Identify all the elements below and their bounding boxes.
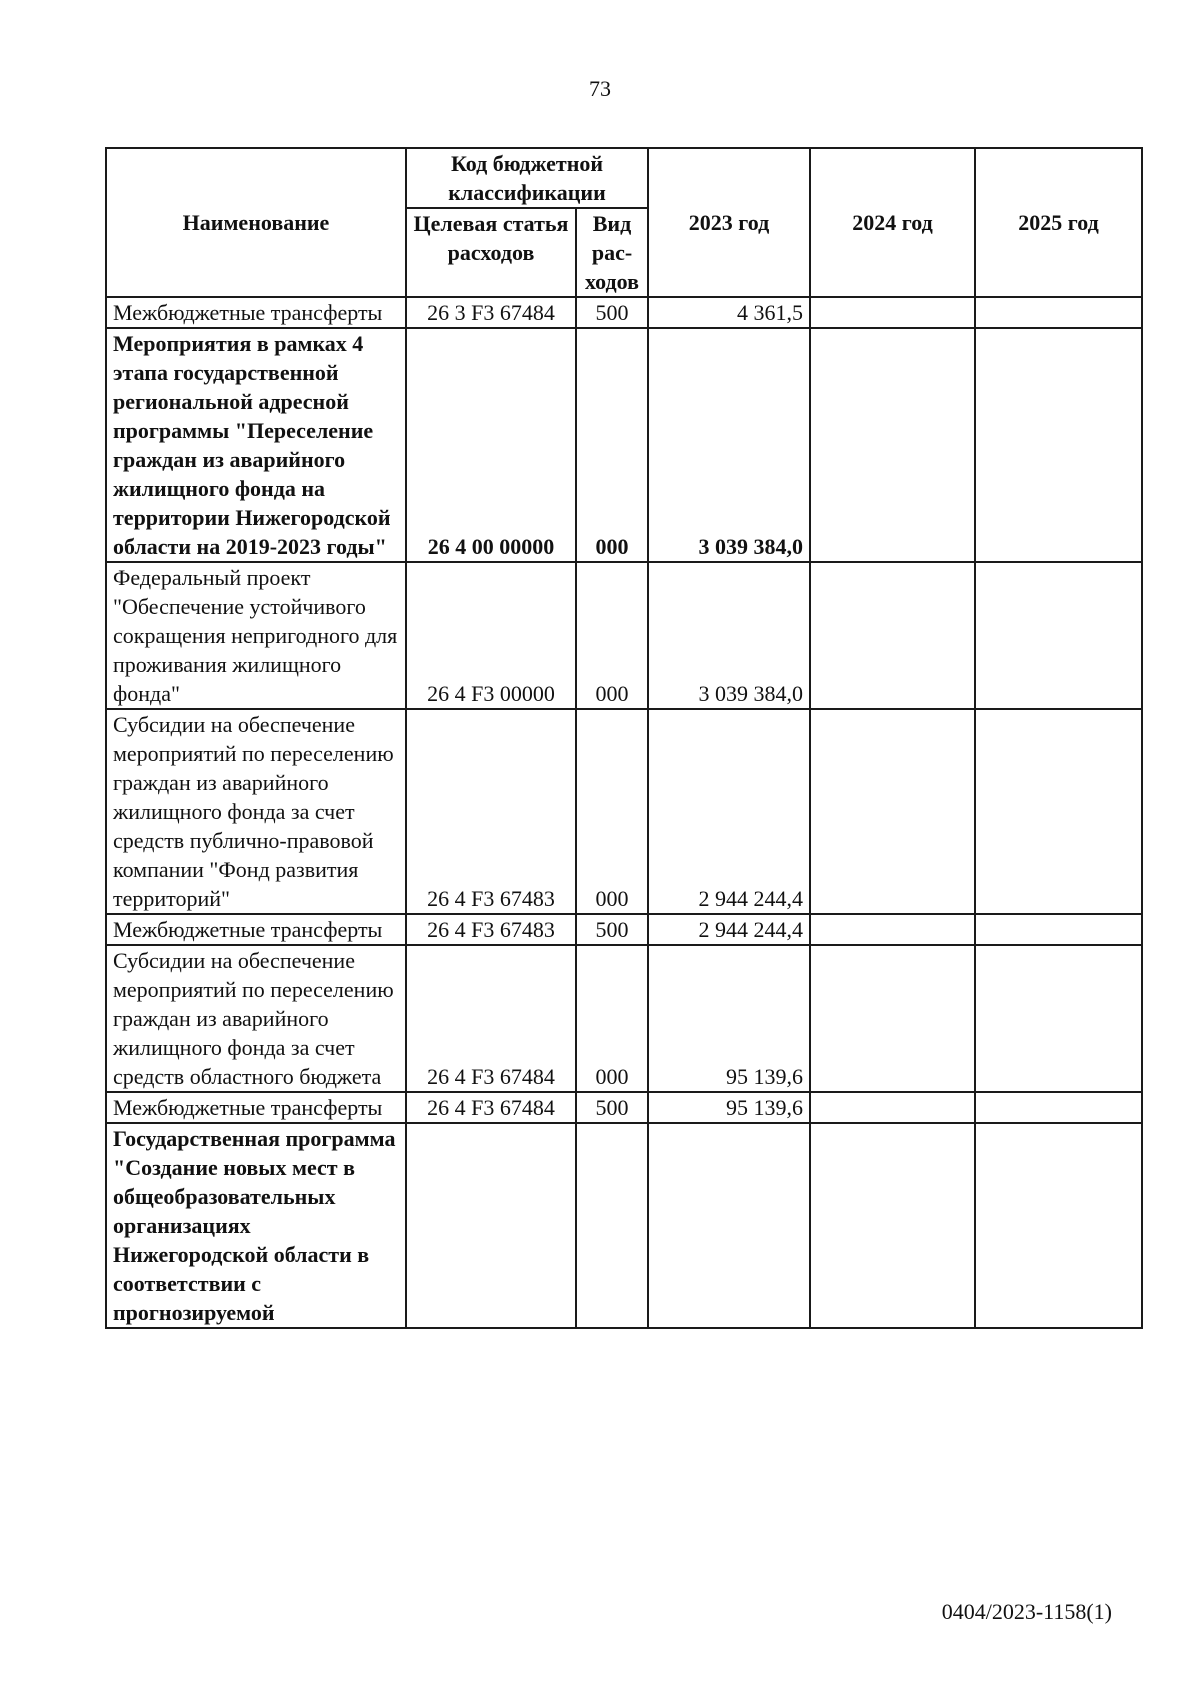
- row-expense-type: 000: [576, 945, 648, 1092]
- row-amount-2024: [810, 328, 975, 562]
- row-expense-type: 000: [576, 328, 648, 562]
- row-amount-2023: 2 944 244,4: [648, 709, 810, 914]
- header-expense-type: Вид рас-ходов: [576, 208, 648, 297]
- row-amount-2025: [975, 1092, 1142, 1123]
- table-header: [106, 148, 1142, 297]
- table-row: [106, 1092, 1142, 1123]
- row-target-code: 26 4 F3 00000: [406, 562, 576, 709]
- header-year-2023: 2023 год: [648, 148, 810, 297]
- row-name: Мероприятия в рамках 4 этапа государственной региональной адресной программы "Переселение граждан из аварийного жилищного фонда на территории Нижегородской области на 2019-2023 годы": [106, 328, 406, 562]
- header-target-item: Целевая статья расходов: [406, 208, 576, 297]
- header-name: Наименование: [106, 148, 406, 297]
- row-amount-2024: [810, 1123, 975, 1328]
- row-expense-type: [576, 1123, 648, 1328]
- row-amount-2025: [975, 562, 1142, 709]
- row-amount-2023: 3 039 384,0: [648, 328, 810, 562]
- row-expense-type: 000: [576, 709, 648, 914]
- header-year-2024: 2024 год: [810, 148, 975, 297]
- row-target-code: 26 3 F3 67484: [406, 297, 576, 328]
- row-target-code: 26 4 F3 67483: [406, 914, 576, 945]
- table-body: [106, 297, 1142, 1328]
- row-amount-2024: [810, 562, 975, 709]
- row-amount-2024: [810, 297, 975, 328]
- row-name: Субсидии на обеспечение мероприятий по переселению граждан из аварийного жилищного фонда за счет средств публично-правовой компании "Фонд развития территорий": [106, 709, 406, 914]
- budget-table: [105, 147, 1143, 1329]
- header-budget-code: Код бюджетной классификации: [406, 148, 648, 208]
- row-amount-2023: 4 361,5: [648, 297, 810, 328]
- row-target-code: 26 4 00 00000: [406, 328, 576, 562]
- row-name: Межбюджетные трансферты: [106, 914, 406, 945]
- row-expense-type: 500: [576, 914, 648, 945]
- row-amount-2025: [975, 945, 1142, 1092]
- header-year-2025: 2025 год: [975, 148, 1142, 297]
- row-name: Федеральный проект "Обеспечение устойчивого сокращения непригодного для проживания жилищного фонда": [106, 562, 406, 709]
- row-amount-2023: 95 139,6: [648, 1092, 810, 1123]
- table-row: [106, 709, 1142, 914]
- row-amount-2025: [975, 297, 1142, 328]
- row-name: Межбюджетные трансферты: [106, 1092, 406, 1123]
- row-amount-2023: 2 944 244,4: [648, 914, 810, 945]
- row-amount-2024: [810, 945, 975, 1092]
- row-amount-2025: [975, 1123, 1142, 1328]
- row-expense-type: 500: [576, 297, 648, 328]
- row-target-code: 26 4 F3 67484: [406, 1092, 576, 1123]
- row-name: Субсидии на обеспечение мероприятий по переселению граждан из аварийного жилищного фонда за счет средств областного бюджета: [106, 945, 406, 1092]
- row-amount-2024: [810, 709, 975, 914]
- row-target-code: 26 4 F3 67483: [406, 709, 576, 914]
- page-number: 73: [589, 76, 611, 101]
- table-row: [106, 562, 1142, 709]
- table-row: [106, 1123, 1142, 1328]
- document-id: 0404/2023-1158(1): [941, 1599, 1112, 1624]
- row-name: Межбюджетные трансферты: [106, 297, 406, 328]
- table-row: [106, 297, 1142, 328]
- row-amount-2025: [975, 709, 1142, 914]
- row-target-code: [406, 1123, 576, 1328]
- row-target-code: 26 4 F3 67484: [406, 945, 576, 1092]
- row-name: Государственная программа "Создание новых мест в общеобразовательных организациях Нижегородской области в соответствии с прогнозируемой: [106, 1123, 406, 1328]
- row-amount-2024: [810, 914, 975, 945]
- row-expense-type: 500: [576, 1092, 648, 1123]
- row-amount-2024: [810, 1092, 975, 1123]
- table-row: [106, 914, 1142, 945]
- row-amount-2023: [648, 1123, 810, 1328]
- table-row: [106, 328, 1142, 562]
- row-amount-2023: 3 039 384,0: [648, 562, 810, 709]
- table-row: [106, 945, 1142, 1092]
- row-amount-2025: [975, 914, 1142, 945]
- row-amount-2023: 95 139,6: [648, 945, 810, 1092]
- row-expense-type: 000: [576, 562, 648, 709]
- row-amount-2025: [975, 328, 1142, 562]
